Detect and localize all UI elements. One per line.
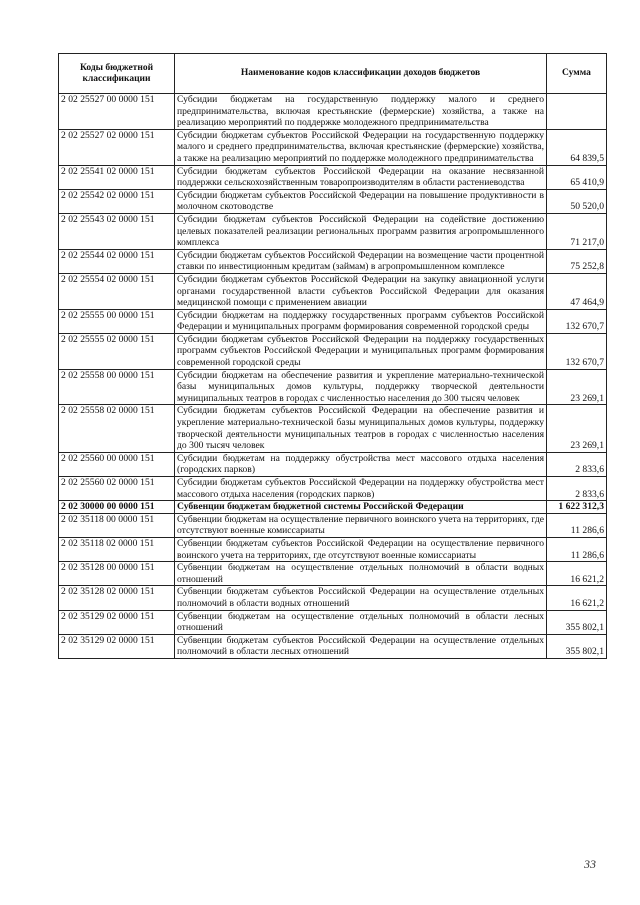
code-cell: 2 02 25542 02 0000 151: [59, 189, 175, 213]
sum-cell: 71 217,0: [547, 213, 607, 249]
name-cell: Субвенции бюджетам бюджетной системы Российской Федерации: [175, 501, 547, 514]
header-code: Коды бюджетной классификации: [59, 54, 175, 94]
table-row: [59, 189, 607, 213]
code-cell: 2 02 35129 02 0000 151: [59, 634, 175, 658]
table-row: [59, 501, 607, 514]
sum-cell: 50 520,0: [547, 189, 607, 213]
table-row: [59, 405, 607, 452]
code-cell: 2 02 25527 02 0000 151: [59, 129, 175, 165]
sum-cell: 132 670,7: [547, 309, 607, 333]
sum-cell: [547, 94, 607, 130]
code-cell: 2 02 25544 02 0000 151: [59, 249, 175, 273]
sum-cell: 64 839,5: [547, 129, 607, 165]
name-cell: Субсидии бюджетам субъектов Российской Федерации на закупку авиационной услуги органами государственной власти субъектов Российской Федерации для оказания медицинской помощи с применением авиации: [175, 273, 547, 309]
table-row: [59, 309, 607, 333]
table-row: [59, 369, 607, 405]
header-name: Наименование кодов классификации доходов бюджетов: [175, 54, 547, 94]
code-cell: 2 02 35118 02 0000 151: [59, 537, 175, 561]
sum-cell: 16 621,2: [547, 586, 607, 610]
sum-cell: 65 410,9: [547, 165, 607, 189]
table-row: [59, 165, 607, 189]
code-cell: 2 02 35128 02 0000 151: [59, 586, 175, 610]
sum-cell: 1 622 312,3: [547, 501, 607, 514]
name-cell: Субсидии бюджетам на поддержку обустройства мест массового отдыха населения (городских парков): [175, 452, 547, 476]
code-cell: 2 02 25560 02 0000 151: [59, 477, 175, 501]
code-cell: 2 02 25543 02 0000 151: [59, 213, 175, 249]
code-cell: 2 02 25541 02 0000 151: [59, 165, 175, 189]
name-cell: Субсидии бюджетам на государственную поддержку малого и среднего предпринимательства, включая крестьянские (фермерские) хозяйства, а также на реализацию мероприятий по поддержке молодежного предпринимательства: [175, 94, 547, 130]
table-row: [59, 213, 607, 249]
table-row: [59, 249, 607, 273]
name-cell: Субсидии бюджетам на поддержку государственных программ субъектов Российской Федерации и муниципальных программ формирования современной городской среды: [175, 309, 547, 333]
table-row: [59, 94, 607, 130]
code-cell: 2 02 30000 00 0000 151: [59, 501, 175, 514]
name-cell: Субсидии бюджетам субъектов Российской Федерации на повышение продуктивности в молочном скотоводстве: [175, 189, 547, 213]
table-row: [59, 610, 607, 634]
table-row: [59, 452, 607, 476]
page-number: 33: [584, 857, 596, 871]
sum-cell: 75 252,8: [547, 249, 607, 273]
code-cell: 2 02 35129 02 0000 151: [59, 610, 175, 634]
code-cell: 2 02 25555 00 0000 151: [59, 309, 175, 333]
sum-cell: 11 286,6: [547, 537, 607, 561]
sum-cell: 355 802,1: [547, 634, 607, 658]
table-row: [59, 562, 607, 586]
code-cell: 2 02 35128 00 0000 151: [59, 562, 175, 586]
name-cell: Субвенции бюджетам субъектов Российской Федерации на осуществление отдельных полномочий в области лесных отношений: [175, 634, 547, 658]
name-cell: Субсидии бюджетам субъектов Российской Федерации на содействие достижению целевых показателей реализации региональных программ развития агропромышленного комплекса: [175, 213, 547, 249]
table-row: [59, 333, 607, 369]
table-row: [59, 273, 607, 309]
name-cell: Субсидии бюджетам субъектов Российской Федерации на возмещение части процентной ставки по инвестиционным кредитам (займам) в агропромышленном комплексе: [175, 249, 547, 273]
table-row: [59, 513, 607, 537]
name-cell: Субсидии бюджетам субъектов Российской Федерации на поддержку обустройства мест массового отдыха населения (городских парков): [175, 477, 547, 501]
name-cell: Субвенции бюджетам на осуществление отдельных полномочий в области водных отношений: [175, 562, 547, 586]
table-row: [59, 586, 607, 610]
name-cell: Субвенции бюджетам на осуществление отдельных полномочий в области лесных отношений: [175, 610, 547, 634]
sum-cell: 355 802,1: [547, 610, 607, 634]
table-row: [59, 537, 607, 561]
sum-cell: 2 833,6: [547, 477, 607, 501]
code-cell: 2 02 25558 02 0000 151: [59, 405, 175, 452]
name-cell: Субвенции бюджетам субъектов Российской Федерации на осуществление первичного воинского учета на территориях, где отсутствуют военные комиссариаты: [175, 537, 547, 561]
name-cell: Субсидии бюджетам субъектов Российской Федерации на обеспечение развития и укрепление материально-технической базы муниципальных домов культуры, поддержку творческой деятельности муниципальных театров в городах с численностью населения до 300 тысяч человек: [175, 405, 547, 452]
header-sum: Сумма: [547, 54, 607, 94]
code-cell: 2 02 25558 00 0000 151: [59, 369, 175, 405]
sum-cell: 132 670,7: [547, 333, 607, 369]
sum-cell: 23 269,1: [547, 405, 607, 452]
sum-cell: 16 621,2: [547, 562, 607, 586]
table-row: [59, 129, 607, 165]
code-cell: 2 02 25560 00 0000 151: [59, 452, 175, 476]
sum-cell: 47 464,9: [547, 273, 607, 309]
code-cell: 2 02 25555 02 0000 151: [59, 333, 175, 369]
sum-cell: 23 269,1: [547, 369, 607, 405]
budget-table: [58, 53, 607, 659]
name-cell: Субсидии бюджетам субъектов Российской Федерации на оказание несвязанной поддержки сельскохозяйственным товаропроизводителям в области растениеводства: [175, 165, 547, 189]
code-cell: 2 02 25554 02 0000 151: [59, 273, 175, 309]
name-cell: Субсидии бюджетам субъектов Российской Федерации на государственную поддержку малого и среднего предпринимательства, включая крестьянские (фермерские) хозяйства, а также на реализацию мероприятий по поддержке молодежного предпринимательства: [175, 129, 547, 165]
sum-cell: 2 833,6: [547, 452, 607, 476]
sum-cell: 11 286,6: [547, 513, 607, 537]
code-cell: 2 02 35118 00 0000 151: [59, 513, 175, 537]
name-cell: Субвенции бюджетам на осуществление первичного воинского учета на территориях, где отсутствуют военные комиссариаты: [175, 513, 547, 537]
code-cell: 2 02 25527 00 0000 151: [59, 94, 175, 130]
name-cell: Субвенции бюджетам субъектов Российской Федерации на осуществление отдельных полномочий в области водных отношений: [175, 586, 547, 610]
table-header: [59, 54, 607, 94]
name-cell: Субсидии бюджетам субъектов Российской Федерации на поддержку государственных программ субъектов Российской Федерации и муниципальных программ формирования современной городской среды: [175, 333, 547, 369]
table-row: [59, 477, 607, 501]
name-cell: Субсидии бюджетам на обеспечение развития и укрепление материально-технической базы муниципальных домов культуры, поддержку творческой деятельности муниципальных театров в городах с численностью населения до 300 тысяч человек: [175, 369, 547, 405]
table-row: [59, 634, 607, 658]
